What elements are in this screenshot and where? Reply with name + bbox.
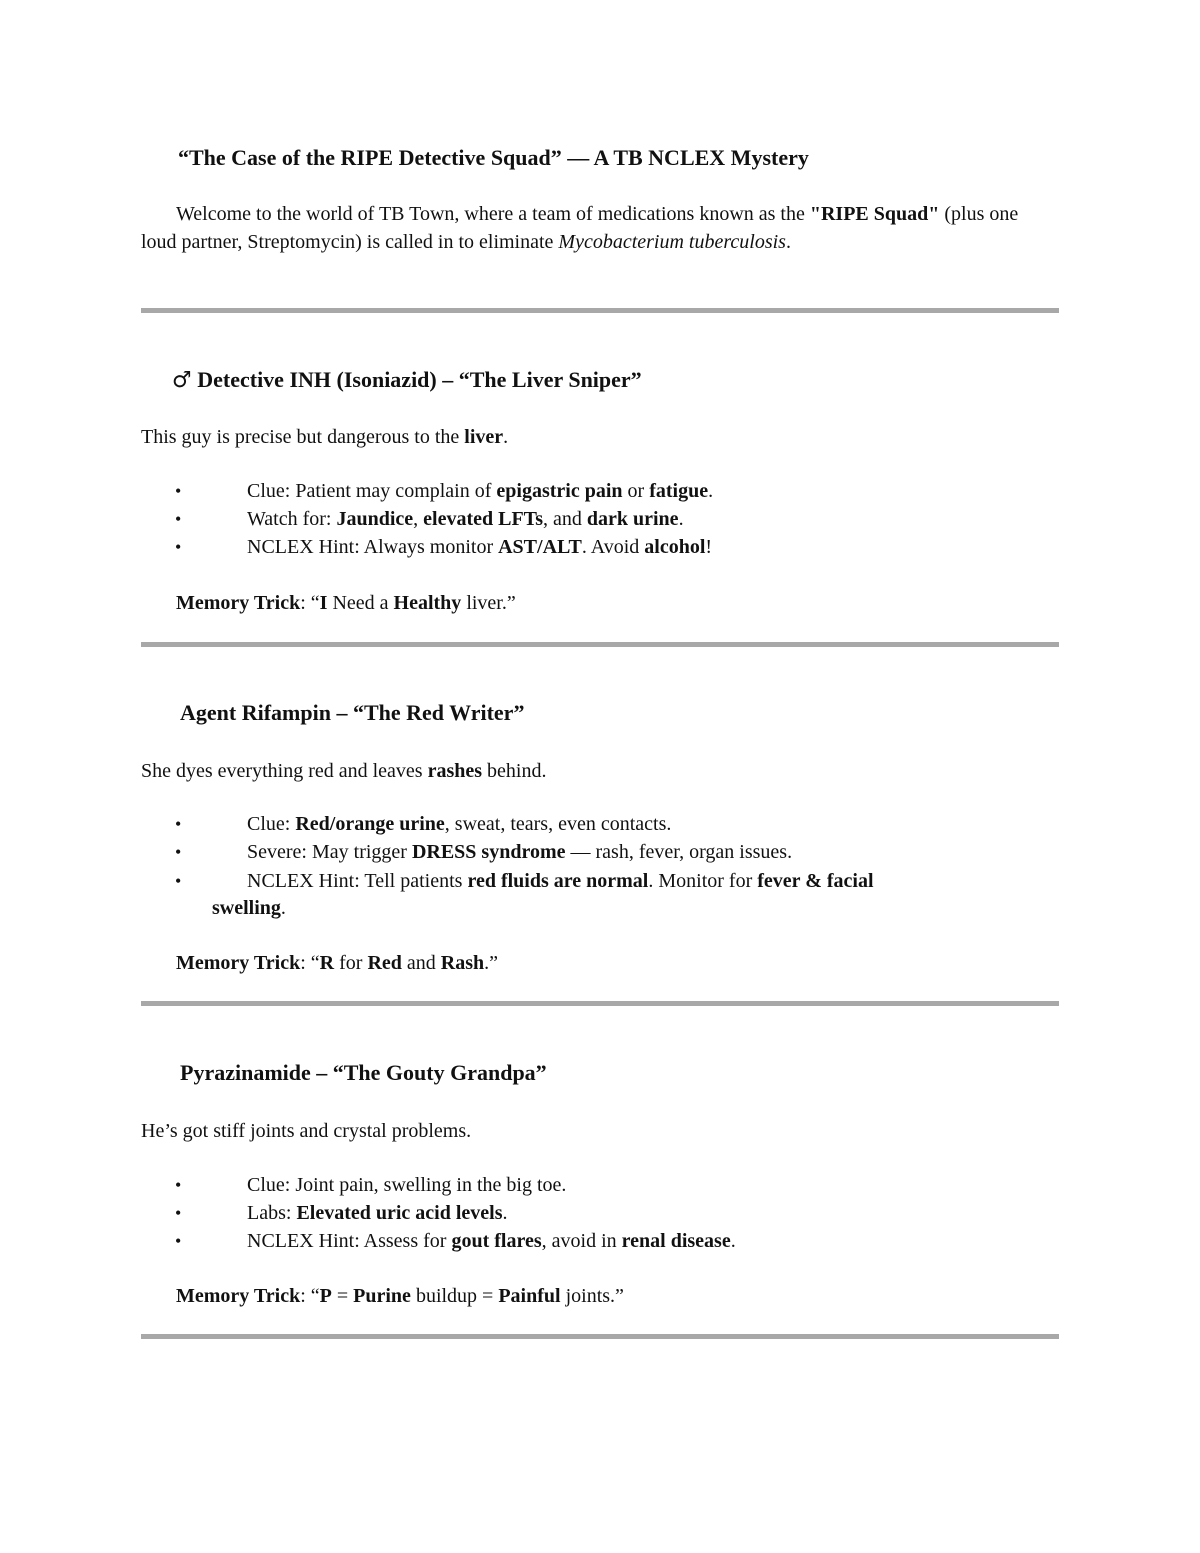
list-item: Severe: May trigger DRESS syndrome — rash, fever, organ issues.: [247, 841, 793, 863]
memory-trick-pyrazinamide: Memory Trick: “P = Purine buildup = Painful joints.”: [176, 1285, 624, 1307]
list-item: NCLEX Hint: Always monitor AST/ALT. Avoid alcohol!: [247, 536, 713, 558]
list-item-continuation: swelling.: [212, 897, 286, 919]
list-item: NCLEX Hint: Tell patients red fluids are normal. Monitor for fever & facial: [247, 870, 874, 892]
section-divider: [141, 1001, 1059, 1006]
section-heading-pyrazinamide: Pyrazinamide – “The Gouty Grandpa”: [180, 1060, 547, 1085]
bullet-marker: •: [175, 1175, 182, 1195]
section-description-inh: This guy is precise but dangerous to the liver.: [141, 426, 509, 448]
list-item: Clue: Red/orange urine, sweat, tears, even contacts.: [247, 813, 672, 835]
memory-trick-rifampin: Memory Trick: “R for Red and Rash.”: [176, 952, 499, 974]
bullet-marker: •: [175, 509, 182, 529]
list-item: Clue: Joint pain, swelling in the big toe.: [247, 1174, 567, 1196]
bullet-marker: •: [175, 1231, 182, 1251]
section-description-pyrazinamide: He’s got stiff joints and crystal problems.: [141, 1120, 472, 1142]
memory-trick-inh: Memory Trick: “I Need a Healthy liver.”: [176, 592, 516, 614]
list-item: Watch for: Jaundice, elevated LFTs, and dark urine.: [247, 508, 684, 530]
section-divider: [141, 1334, 1059, 1339]
list-item: Clue: Patient may complain of epigastric pain or fatigue.: [247, 480, 714, 502]
bullet-marker: •: [175, 814, 182, 834]
bullet-marker: •: [175, 871, 182, 891]
bullet-marker: •: [175, 842, 182, 862]
section-description-rifampin: She dyes everything red and leaves rashes behind.: [141, 760, 547, 782]
intro-paragraph: Welcome to the world of TB Town, where a team of medications known as the "RIPE Squad" (plus one loud partner, Streptomycin) is called in to eliminate Mycobacterium tuberculosis.: [141, 203, 1019, 253]
section-divider: [141, 308, 1059, 313]
section-divider: [141, 642, 1059, 647]
bullet-marker: •: [175, 481, 182, 501]
section-heading-rifampin: Agent Rifampin – “The Red Writer”: [180, 700, 525, 725]
list-item: Labs: Elevated uric acid levels.: [247, 1202, 508, 1224]
list-item: NCLEX Hint: Assess for gout flares, avoid in renal disease.: [247, 1230, 736, 1252]
document-title: “The Case of the RIPE Detective Squad” — A TB NCLEX Mystery: [178, 145, 809, 170]
section-heading-inh: ♂ Detective INH (Isoniazid) – “The Liver Sniper”: [172, 367, 642, 393]
male-symbol-icon: ♂: [172, 368, 192, 393]
bullet-marker: •: [175, 537, 182, 557]
bullet-marker: •: [175, 1203, 182, 1223]
